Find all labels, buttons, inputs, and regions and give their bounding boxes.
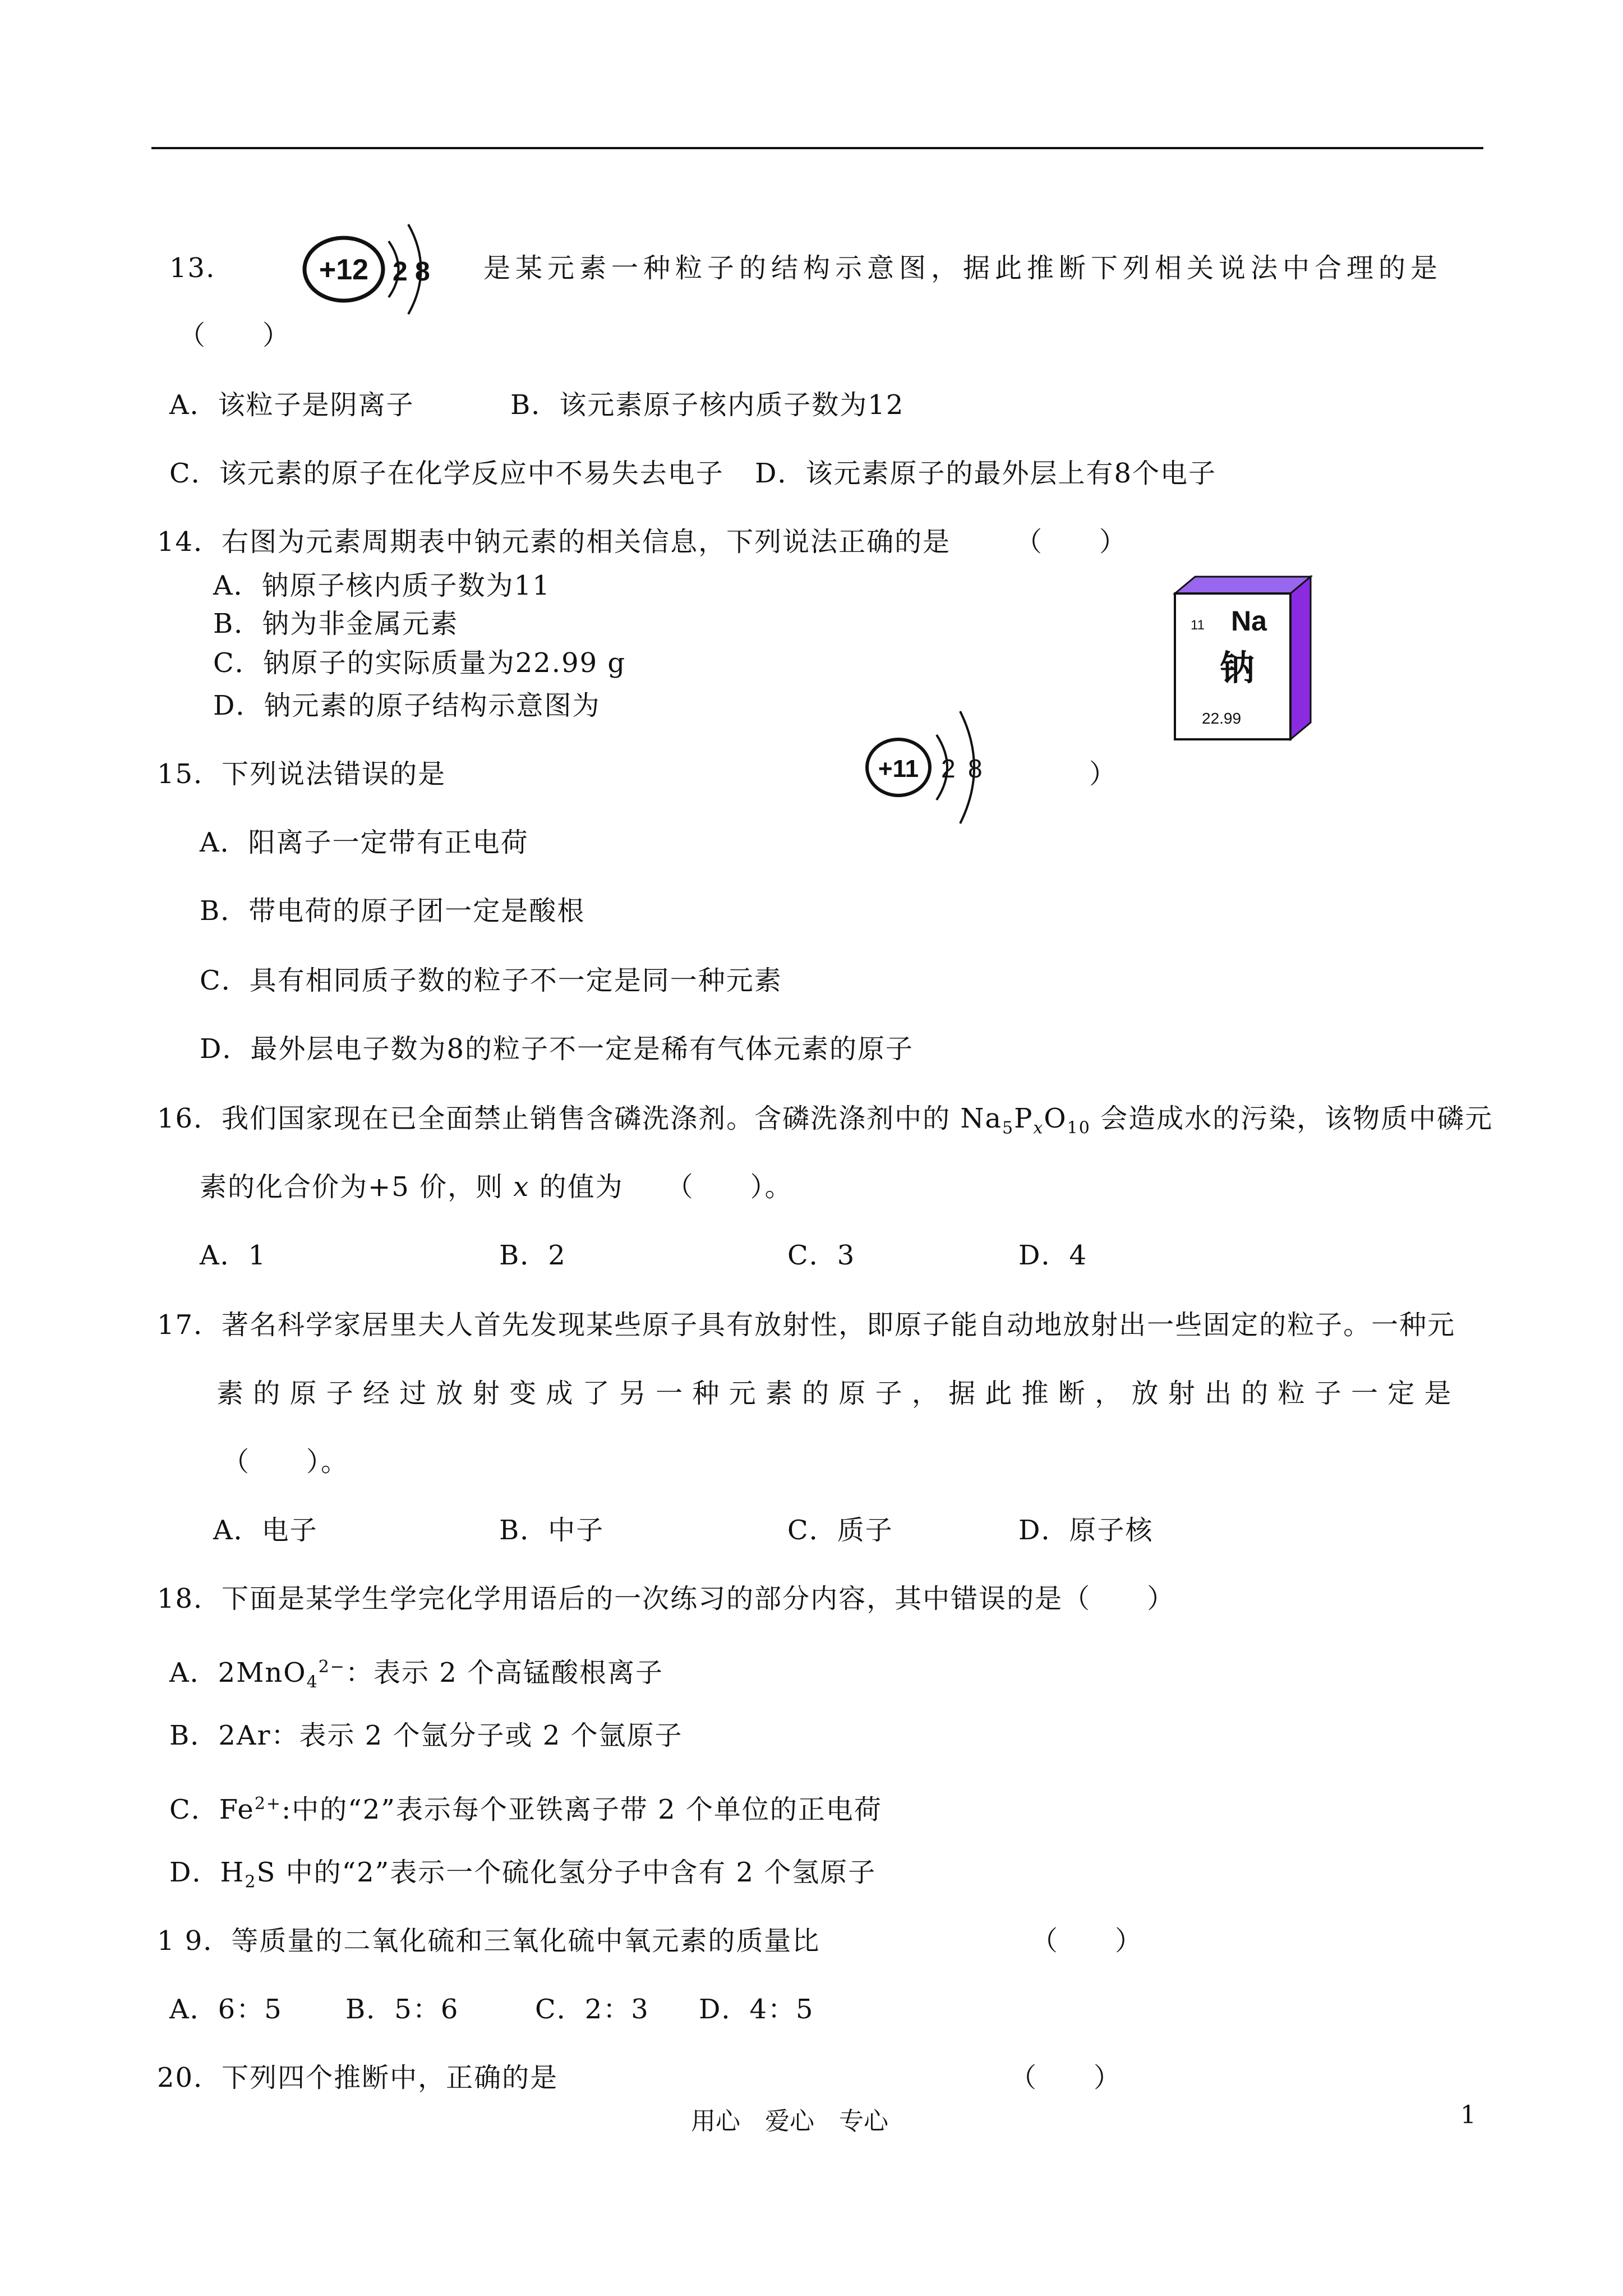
na-atomic-mass: 22.99 [1202, 710, 1242, 727]
q13-shell2: 8 [415, 257, 430, 287]
q19-stem: 1 9．等质量的二氧化硫和三氧化硫中氧元素的质量比 [157, 1925, 820, 1957]
q16-option-d: D．4 [1018, 1240, 1088, 1271]
q14-shell2: 8 [968, 754, 983, 783]
q15-paren: ） [1089, 758, 1118, 790]
q17-option-d: D．原子核 [1018, 1515, 1154, 1546]
q15-option-c: C．具有相同质子数的粒子不一定是同一种元素 [200, 965, 782, 996]
q14-shell1: 2 [941, 754, 956, 783]
q13-stem: 是某元素一种粒子的结构示意图，据此推断下列相关说法中合理的是 [483, 252, 1443, 284]
q17-option-b: B．中子 [499, 1515, 605, 1546]
q14-stem: 14．右图为元素周期表中钠元素的相关信息，下列说法正确的是 [157, 526, 951, 558]
q19-option-d: D．4：5 [699, 1994, 814, 2025]
page-number: 1 [1460, 2101, 1476, 2129]
q17-line3: （ ）。 [222, 1446, 349, 1478]
q13-nucleus: +12 [319, 254, 369, 286]
q14-option-b: B．钠为非金属元素 [213, 608, 459, 639]
q20-paren: （ ） [1009, 2062, 1122, 2093]
q18-option-d: D．$H_2S$ 中的“2”表示一个硫化氢分子中含有 2 个氢原子 [169, 1857, 877, 1892]
q17-line1: 17．著名科学家居里夫人首先发现某些原子具有放射性，即原子能自动地放射出一些固定的粒子。一种元 [157, 1309, 1456, 1341]
q14-option-a: A．钠原子核内质子数为11 [213, 570, 551, 601]
q15-stem: 15．下列说法错误的是 [157, 758, 446, 790]
q15-option-d: D．最外层电子数为8的粒子不一定是稀有气体元素的原子 [200, 1033, 914, 1065]
footer-motto: 用心 爱心 专心 [691, 2107, 888, 2136]
q18-stem: 18．下面是某学生学完化学用语后的一次练习的部分内容，其中错误的是（ ） [157, 1583, 1175, 1614]
q17-option-c: C．质子 [787, 1515, 893, 1546]
atom-diagram-mg [296, 208, 448, 331]
atom-diagram-na [858, 700, 993, 829]
q13-paren: （ ） [178, 320, 291, 351]
q13-option-a: A．该粒子是阴离子 [169, 389, 414, 421]
q16-line1: 16．我们国家现在已全面禁止销售含磷洗涤剂。含磷洗涤剂中的 $Na_5P_xO_{10}$ 会造成水的污染，该物质中磷元 [157, 1103, 1493, 1138]
q16-option-b: B．2 [499, 1240, 566, 1271]
q18-option-c: C．$Fe^{2+}$:中的“2”表示每个亚铁离子带 2 个单位的正电荷 [169, 1794, 882, 1825]
q13-option-d: D．该元素原子的最外层上有8个电子 [755, 458, 1217, 489]
na-symbol: Na [1231, 605, 1267, 637]
q15-option-b: B．带电荷的原子团一定是酸根 [200, 895, 585, 927]
q13-number: 13. [169, 252, 216, 284]
header-rule [151, 147, 1483, 149]
q14-option-d: D．钠元素的原子结构示意图为 [213, 690, 601, 721]
q18-option-b: B．2Ar：表示 2 个氩分子或 2 个氩原子 [169, 1720, 683, 1751]
q14-option-c: C．钠原子的实际质量为22.99 g [213, 647, 626, 679]
q18-option-a: A．2MnO$_4^{2-}$：表示 2 个高锰酸根离子 [169, 1657, 664, 1692]
q16-option-c: C．3 [787, 1240, 856, 1271]
q17-line2: 素 的 原 子 经 过 放 射 变 成 了 另 一 种 元 素 的 原 子 ， 据 此 推 断 ， 放 射 出 的 粒 子 一 定 是 [216, 1378, 1452, 1409]
na-name: 钠 [1220, 647, 1255, 688]
q13-option-b: B．该元素原子核内质子数为12 [510, 389, 905, 421]
q14-nucleus: +11 [878, 755, 919, 783]
na-atomic-number: 11 [1191, 618, 1205, 633]
q20-stem: 20．下列四个推断中，正确的是 [157, 2062, 559, 2093]
q16-option-a: A．1 [200, 1240, 267, 1271]
q14-paren: （ ） [1015, 526, 1128, 558]
q19-option-b: B．5：6 [345, 1994, 459, 2025]
q13-shell1: 2 [393, 257, 408, 287]
q15-option-a: A．阳离子一定带有正电荷 [200, 827, 529, 858]
q13-option-c: C．该元素的原子在化学反应中不易失去电子 [169, 458, 724, 489]
q19-option-a: A．6：5 [169, 1994, 283, 2025]
q17-option-a: A．电子 [213, 1515, 318, 1546]
q16-line2: 素的化合价为+5 价，则 x 的值为 （ ）。 [200, 1171, 793, 1203]
q19-paren: （ ） [1031, 1925, 1144, 1957]
q19-option-c: C．2：3 [535, 1994, 649, 2025]
periodic-table-cell-na [1169, 573, 1321, 748]
